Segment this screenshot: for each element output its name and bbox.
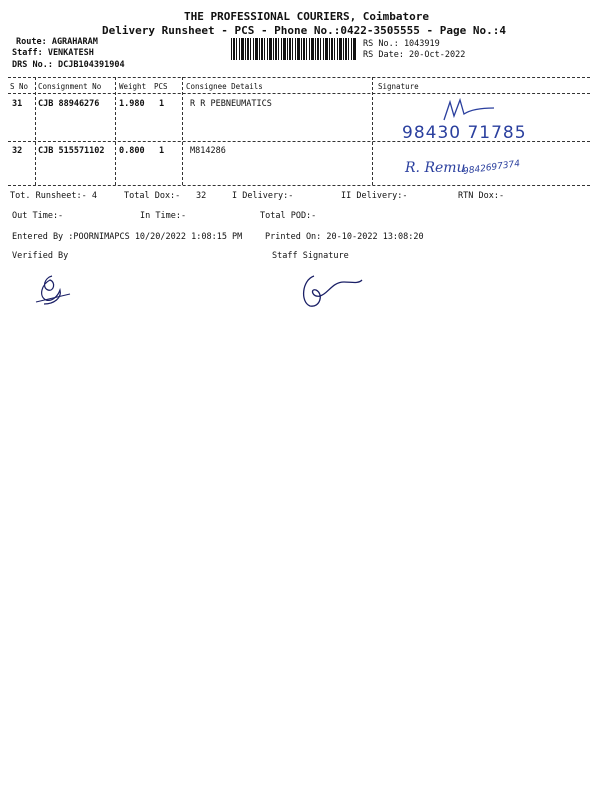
staff-signature-label: Staff Signature — [272, 251, 349, 261]
total-dox-value: 32 — [196, 191, 207, 201]
row-sno: 31 — [12, 99, 23, 109]
table-top-rule — [8, 77, 590, 78]
table-header-rule — [8, 93, 590, 94]
col-header-pcs: PCS — [154, 82, 168, 91]
row-weight: 0.800 — [119, 146, 145, 156]
staff-signature — [296, 268, 366, 313]
total-pod: Total POD:- — [260, 211, 317, 221]
row-consignee: R R PEBNEUMATICS — [190, 99, 272, 109]
signature-scribble-row1 — [440, 96, 500, 126]
drs-number: DRS No.: DCJB104391904 — [12, 60, 125, 70]
i-delivery: I Delivery:- — [232, 191, 294, 201]
col-divider — [115, 77, 116, 185]
route-label: Route: AGRAHARAM — [16, 37, 98, 47]
table-bottom-rule — [8, 185, 590, 186]
handwritten-name-row2: R. Remu — [405, 160, 466, 176]
col-header-consignee: Consignee Details — [186, 82, 263, 91]
row-consignee: M814286 — [190, 146, 226, 156]
handwritten-phone-row2: 9842697374 — [462, 159, 521, 177]
rs-number: RS No.: 1043919 — [363, 39, 440, 49]
barcode — [231, 38, 356, 60]
out-time: Out Time:- — [12, 211, 64, 221]
printed-on: Printed On: 20-10-2022 13:08:20 — [265, 232, 424, 242]
tot-runsheet: Tot. Runsheet:- 4 — [10, 191, 97, 201]
row-weight: 1.980 — [119, 99, 145, 109]
rs-date: RS Date: 20-Oct-2022 — [363, 50, 466, 60]
col-header-weight: Weight — [119, 82, 147, 91]
staff-label: Staff: VENKATESH — [12, 48, 94, 58]
verified-by: Verified By — [12, 251, 69, 261]
col-header-consignment: Consignment No — [38, 82, 102, 91]
row-pcs: 1 — [159, 146, 165, 156]
total-dox-label: Total Dox:- — [124, 191, 181, 201]
row-sno: 32 — [12, 146, 23, 156]
col-divider — [182, 77, 183, 185]
handwritten-phone-row1: 98430 71785 — [402, 123, 527, 143]
rtn-dox: RTN Dox:- — [458, 191, 505, 201]
in-time: In Time:- — [140, 211, 187, 221]
ii-delivery: II Delivery:- — [341, 191, 408, 201]
company-title: THE PROFESSIONAL COURIERS, Coimbatore — [184, 10, 430, 23]
col-divider — [35, 77, 36, 185]
col-header-sno: S No — [10, 82, 29, 91]
col-header-signature: Signature — [378, 82, 419, 91]
row-consignment-no: CJB 515571102 — [38, 146, 105, 156]
row-pcs: 1 — [159, 99, 165, 109]
entered-by: Entered By :POORNIMAPCS 10/20/2022 1:08:15 PM — [12, 232, 243, 242]
row-consignment-no: CJB 88946276 — [38, 99, 100, 109]
verifier-signature — [30, 270, 80, 310]
runsheet-subtitle: Delivery Runsheet - PCS - Phone No.:0422-3505555 - Page No.:4 — [102, 24, 506, 37]
col-divider — [372, 77, 373, 185]
